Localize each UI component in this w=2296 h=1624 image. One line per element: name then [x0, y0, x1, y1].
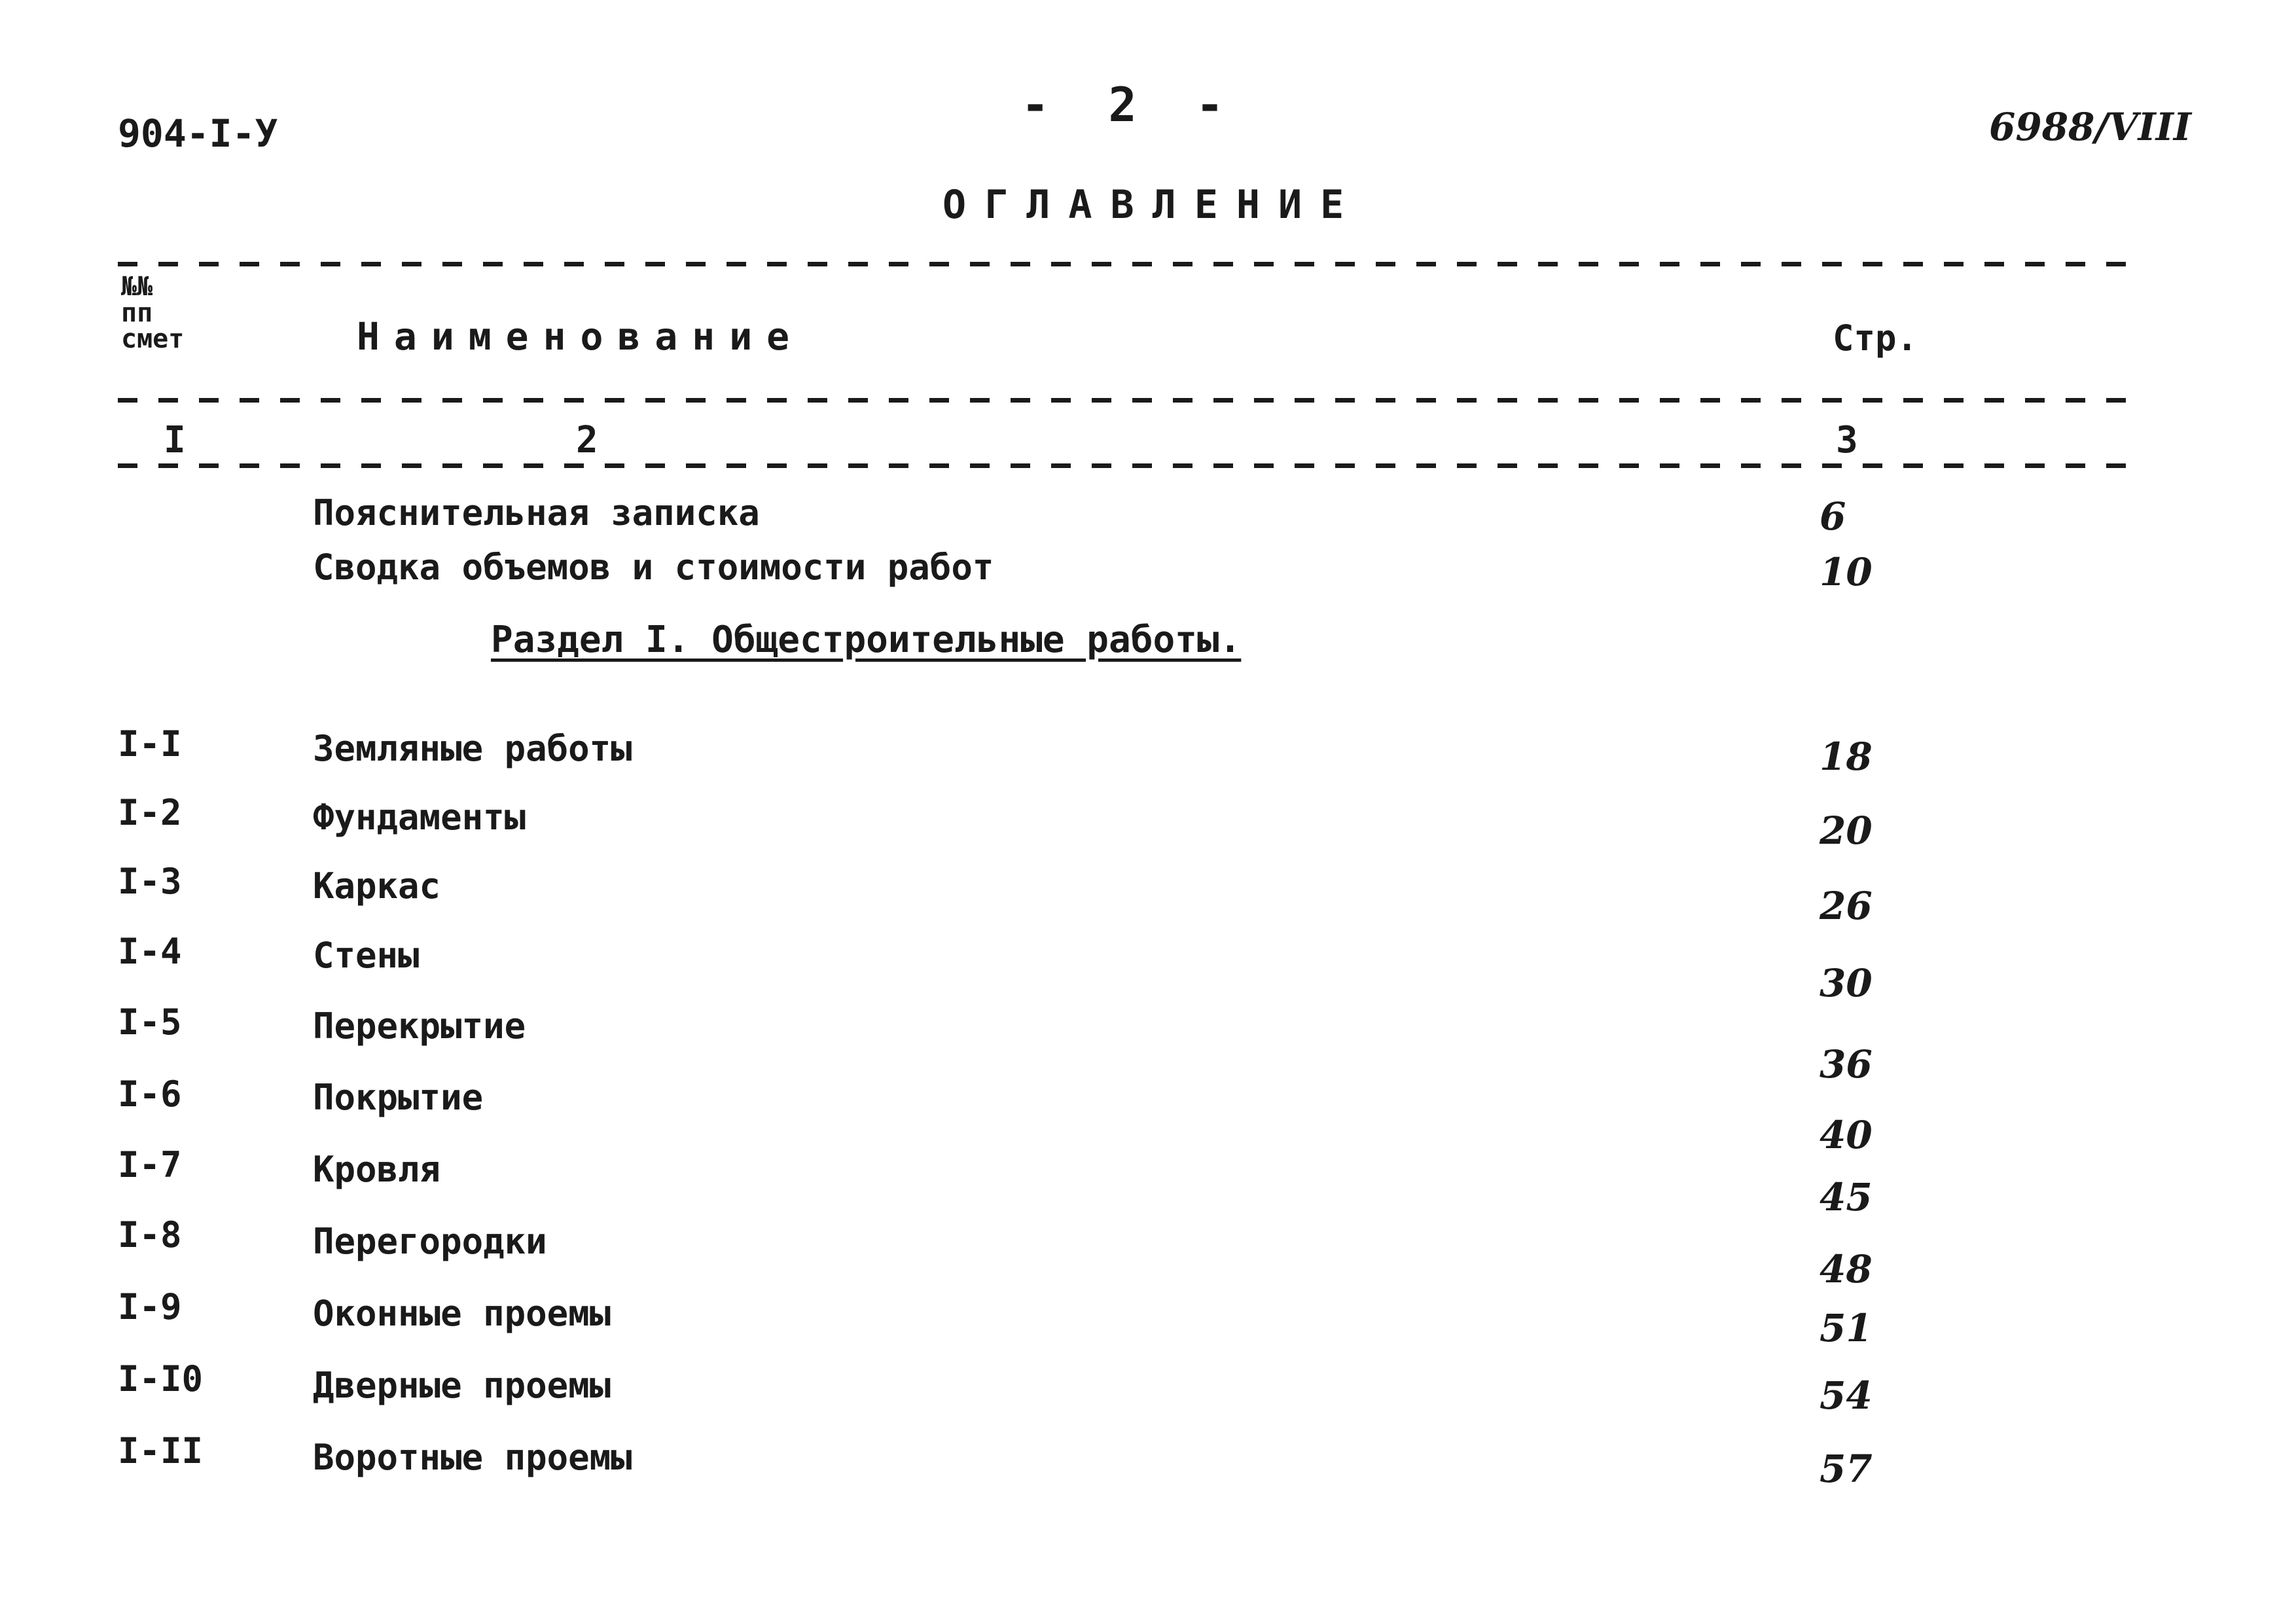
- list-item-page: 10: [1820, 550, 1873, 594]
- table-row-page: 48: [1820, 1247, 1873, 1291]
- page-number-value: 2: [1108, 77, 1137, 132]
- table-row-page: 40: [1820, 1113, 1873, 1157]
- table-row-number: I-4: [118, 931, 182, 972]
- column-index-1: I: [164, 419, 186, 461]
- table-row-name: Каркас: [313, 865, 441, 907]
- table-top-rule: [118, 262, 2134, 266]
- table-row-name: Оконные проемы: [313, 1293, 611, 1334]
- table-row-number: I-8: [118, 1214, 182, 1255]
- table-row-number: I-I0: [118, 1358, 204, 1399]
- table-header-rule: [118, 398, 2134, 403]
- document-code: 904-I-У: [118, 111, 278, 156]
- column-header-page: Стр.: [1833, 317, 1918, 359]
- table-row-number: I-2: [118, 792, 182, 833]
- table-row-name: Фундаменты: [313, 797, 526, 838]
- table-row-page: 51: [1820, 1306, 1873, 1350]
- table-row-page: 26: [1820, 884, 1873, 928]
- table-row-name: Стены: [313, 935, 420, 976]
- table-row-name: Перекрытие: [313, 1005, 526, 1047]
- list-item-name: Сводка объемов и стоимости работ: [313, 547, 994, 588]
- reference-number: 6988/VIII: [1988, 105, 2191, 149]
- section-title: Раздел I. Общестроительные работы.: [491, 619, 1242, 661]
- table-row-name: Перегородки: [313, 1221, 547, 1262]
- table-row-number: I-9: [118, 1286, 182, 1327]
- list-item-name: Пояснительная записка: [313, 492, 760, 533]
- table-row-page: 57: [1820, 1447, 1873, 1491]
- table-row-name: Кровля: [313, 1149, 441, 1190]
- column-header-name: Наименование: [357, 314, 804, 359]
- table-row-page: 36: [1820, 1042, 1873, 1087]
- table-row-page: 54: [1820, 1373, 1873, 1418]
- table-row-name: Земляные работы: [313, 728, 632, 769]
- table-row-number: I-5: [118, 1001, 182, 1043]
- table-row-page: 20: [1820, 808, 1873, 853]
- list-item-page: 6: [1820, 494, 1846, 539]
- table-row-page: 18: [1820, 734, 1873, 779]
- column-index-2: 2: [576, 419, 598, 461]
- table-row-page: 30: [1820, 961, 1873, 1005]
- table-row-number: I-7: [118, 1144, 182, 1185]
- table-row-number: I-3: [118, 861, 182, 902]
- table-row-number: I-6: [118, 1074, 182, 1115]
- page-title: ОГЛАВЛЕНИЕ: [942, 182, 1363, 228]
- table-row-page: 45: [1820, 1175, 1873, 1219]
- table-row-number: I-II: [118, 1430, 204, 1471]
- column-header-number: №№ пп смет: [121, 272, 185, 354]
- table-row-name: Воротные проемы: [313, 1437, 632, 1478]
- table-row-name: Дверные проемы: [313, 1365, 611, 1406]
- table-index-rule: [118, 463, 2134, 468]
- table-row-name: Покрытие: [313, 1077, 484, 1118]
- column-index-3: 3: [1836, 419, 1858, 461]
- page-number: - 2 -: [1021, 77, 1225, 132]
- table-row-number: I-I: [118, 723, 182, 765]
